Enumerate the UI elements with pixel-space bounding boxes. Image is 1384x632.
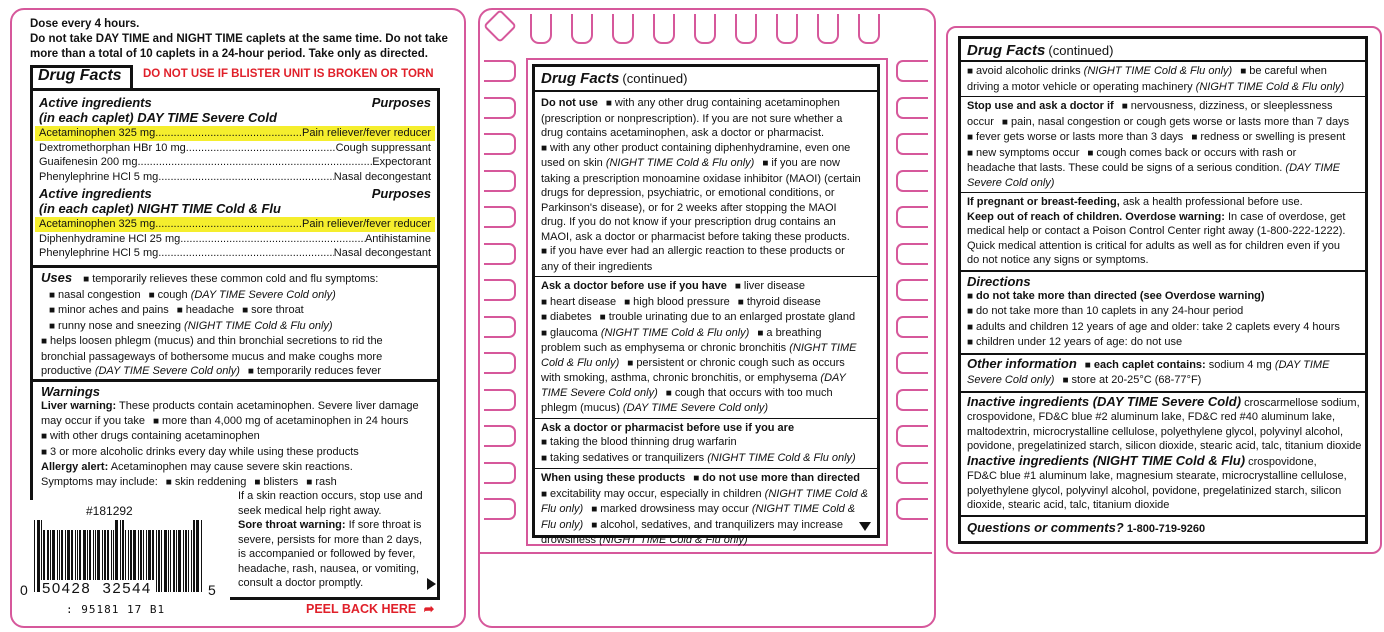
wu-l3a: Flu only) [541, 503, 584, 515]
symptoms-label: Symptoms may include: [41, 475, 158, 488]
ad-l2a: ■ heart disease [541, 296, 616, 308]
inactive-day-title: Inactive ingredients (DAY TIME Severe Cold) [967, 393, 1242, 409]
active-night-purposes: Purposes [371, 186, 431, 201]
top-l1c: ■ be careful when [1232, 65, 1327, 77]
warnings-r2: seek medical help right away. [238, 504, 382, 517]
wu-l5a: drowsiness [541, 534, 597, 546]
uses-line-5: ■ helps loosen phlegm (mucus) and thin bronchial secretions to rid the [41, 335, 383, 347]
leader-dots [155, 217, 302, 232]
barcode-code: #181292 [86, 504, 133, 518]
uses-line-1: ■ temporarily relieves these common cold and flu symptoms: [75, 273, 378, 285]
uses-runny-note: (NIGHT TIME Cold & Flu only) [184, 319, 333, 332]
drug-facts-header [30, 65, 440, 87]
su-l3b: ■ redness or swelling is present [1183, 131, 1345, 143]
blister-tab-left [484, 243, 516, 265]
blister-tab-right [896, 316, 928, 338]
blister-tab-left [484, 352, 516, 374]
keep-out-label: Keep out of reach of children. Overdose warning: [967, 210, 1225, 223]
continue-arrow-icon [427, 578, 436, 590]
active-day-subheading: (in each caplet) DAY TIME Severe Cold [39, 110, 277, 125]
leader-dots [155, 126, 302, 141]
inactive-night-l2: FD&C blue #1 aluminum lake, magnesium stearate, microcrystalline cellulose, [967, 470, 1347, 482]
ask-doctor-section [535, 276, 877, 418]
pregnant-label: If pregnant or breast-feeding, [967, 196, 1120, 208]
barcode-area [18, 500, 230, 622]
dir-l2: ■ do not take more than 10 caplets in any 24-hour period [967, 305, 1243, 317]
su-l1: ■ nervousness, dizziness, or sleeplessness [1114, 100, 1333, 112]
sore-throat-text: If sore throat is [348, 519, 422, 531]
pregnant-text: ask a health professional before use. [1122, 196, 1303, 208]
leader-dots [158, 170, 334, 185]
dnu-line-11: MAOI, ask a doctor or pharmacist before taking these products. [541, 230, 850, 243]
symptom-reddening: ■ skin reddening [158, 476, 247, 488]
ad-l5a: problem such as emphysema or chronic bronchitis [541, 342, 787, 354]
active_day-ingredient-row [35, 126, 435, 141]
active-day-heading: Active ingredients [39, 95, 152, 110]
alcohol-section [961, 60, 1365, 96]
when-using-section [535, 468, 877, 550]
blister-tab-top [776, 14, 798, 44]
warnings-line-2b: ■ more than 4,000 mg of acetaminophen in 24 hours [145, 415, 408, 427]
dose-line-2: Do not take DAY TIME and NIGHT TIME caplets at the same time. Do not take [30, 33, 448, 45]
drug-facts-title: Drug Facts [38, 67, 122, 84]
allergy-alert-text: Acetaminophen may cause severe skin reactions. [110, 461, 353, 473]
blister-tab-left [484, 279, 516, 301]
barcode-bar [170, 530, 171, 592]
blister-tab-left [484, 498, 516, 520]
su-l2a: occur [967, 115, 994, 128]
warnings-line-4: ■ 3 or more alcoholic drinks every day while using these products [41, 446, 359, 458]
su-l4a: ■ new symptoms occur [967, 147, 1079, 159]
top-l2b: (NIGHT TIME Cold & Flu only) [1195, 80, 1345, 93]
ingredient-purpose: Nasal decongestant [333, 170, 431, 183]
allergy-alert-label: Allergy alert: [41, 461, 109, 473]
blister-tab-top [817, 14, 839, 44]
warnings-r4: severe, persists for more than 2 days, [238, 533, 423, 546]
symptom-blisters: ■ blisters [246, 476, 298, 488]
ingredient-purpose: Pain reliever/fever reducer [301, 218, 431, 230]
symptom-rash: ■ rash [298, 476, 336, 488]
uses-cough-note: (DAY TIME Severe Cold only) [190, 288, 336, 301]
dnu-line-10: drug. If you do not know if your prescription drug contains an [541, 216, 836, 228]
inactive-day-l4: povidone, pregelatinized starch, silicon dioxide, stearic acid, talc, titanium dioxide [967, 440, 1362, 452]
dnu-line-4: used on skin [541, 157, 603, 169]
middle-title: Drug Facts [541, 70, 620, 87]
active-night-subheading: (in each caplet) NIGHT TIME Cold & Flu [39, 201, 281, 216]
barcode-bar [178, 530, 181, 592]
dnu-line-5: (NIGHT TIME Cold & Flu only) [605, 157, 755, 169]
blister-tab-right [896, 206, 928, 228]
blister-tab-top [858, 14, 880, 44]
uses-productive: productive [41, 365, 92, 377]
dnu-line-8: drugs for depression, psychiatric, or emotional conditions, or [541, 187, 835, 199]
ad-l4c: ■ a breathing [749, 327, 821, 339]
active-ingredients-section [30, 88, 440, 268]
active_day-ingredient-row [35, 170, 435, 185]
blister-tab-right [896, 462, 928, 484]
do-not-use-label: Do not use [541, 97, 598, 109]
ad-l7a: with smoking, asthma, chronic bronchitis, or emphysema [541, 372, 818, 384]
active-day-purposes: Purposes [371, 95, 431, 110]
blister-tab-top [735, 14, 757, 44]
ingredient-name: Dextromethorphan HBr 10 mg [39, 141, 186, 154]
ad-l9a: phlegm (mucus) [541, 402, 620, 414]
dose-line-3: more than a total of 10 caplets in a 24-hour period. Take only as directed. [30, 48, 428, 60]
other-info-section [961, 353, 1365, 391]
barcode-bottom-code: : 95181 17 B1 [66, 603, 166, 616]
ad-l6b: ■ persistent or chronic cough such as occurs [619, 357, 845, 369]
sore-throat-label: Sore throat warning: [238, 519, 346, 531]
ingredient-name: Acetaminophen 325 mg [39, 127, 156, 139]
active-night-heading: Active ingredients [39, 186, 152, 201]
pregnant-keepout-section [961, 192, 1365, 270]
barcode-bar [173, 530, 175, 592]
inactive-day-l2: crospovidone, FD&C blue #2 aluminum lake, FD&C red #40 aluminum lake, [967, 411, 1336, 423]
when-using-label: When using these products [541, 472, 686, 484]
ap-l2a: ■ taking sedatives or tranquilizers [541, 452, 704, 464]
uses-title: Uses [41, 270, 73, 285]
keep-out-l3: Quick medical attention is critical for adults as well as for children even if you [967, 239, 1340, 252]
barcode-bar [193, 520, 195, 592]
inactive-night-l3: polyethylene glycol, polyvinyl alcohol, povidone, pregelatinized starch, silicon [967, 484, 1342, 497]
uses-aches: ■ minor aches and pains [41, 304, 169, 316]
ask-pharmacist-section [535, 418, 877, 469]
barcode-bar [156, 530, 157, 592]
blister-tab-left [484, 133, 516, 155]
su-l2b: ■ pain, nasal congestion or cough gets worse or lasts more than 7 days [994, 116, 1349, 128]
dnu-line-12: ■ if you have ever had an allergic reaction to these products or [541, 245, 845, 257]
blister-warning: DO NOT USE IF BLISTER UNIT IS BROKEN OR TORN [143, 68, 434, 80]
blister-tab-top [612, 14, 634, 44]
warnings-r5: is accompanied or followed by fever, [238, 548, 416, 560]
keep-out-l4: do not notice any signs or symptoms. [967, 254, 1149, 266]
active_night-ingredient-row [35, 232, 435, 247]
blister-tab-right [896, 279, 928, 301]
uses-cough: ■ cough [141, 289, 188, 301]
uses-reduces-fever: ■ temporarily reduces fever [240, 365, 381, 377]
uses-sore-throat: ■ sore throat [234, 304, 304, 316]
dir-l3: ■ adults and children 12 years of age and older: take 2 caplets every 4 hours [967, 321, 1340, 333]
inactive-night-l4: dioxide, stearic acid, talc, titanium dioxide [967, 499, 1170, 511]
blister-tab-right [896, 498, 928, 520]
other-info-title: Other information [967, 355, 1077, 371]
blister-tab-top [653, 14, 675, 44]
directions-section [961, 270, 1365, 353]
active_day-ingredient-row [35, 155, 435, 170]
blister-tab-left [484, 206, 516, 228]
blister-tab-left [484, 60, 516, 82]
uses-runny-nose: ■ runny nose and sneezing [41, 320, 181, 332]
drug-facts-box-right [958, 36, 1368, 544]
ad-l7b: (DAY [820, 372, 846, 384]
right-title: Drug Facts [967, 42, 1046, 59]
ad-l1: ■ liver disease [727, 280, 805, 292]
dnu-line-9: Parkinson's disease), or for 2 weeks after stopping the MAOI [541, 201, 837, 214]
ingredient-name: Acetaminophen 325 mg [39, 218, 156, 230]
dir-l4: ■ children under 12 years of age: do not use [967, 336, 1182, 348]
liver-warning-label: Liver warning: [41, 400, 117, 412]
peel-back-label[interactable] [306, 601, 434, 616]
ingredient-purpose: Cough suppressant [335, 141, 431, 154]
directions-title: Directions [967, 273, 1031, 289]
blister-tab-left [484, 462, 516, 484]
barcode-bar [188, 530, 189, 592]
ad-l2c: ■ thyroid disease [730, 296, 821, 308]
do-not-use-section [535, 90, 877, 276]
wu-l5b: (NIGHT TIME Cold & Flu only) [599, 534, 748, 546]
blister-tab-right [896, 97, 928, 119]
barcode-bar [34, 520, 35, 592]
su-l3a: ■ fever gets worse or lasts more than 3 days [967, 131, 1183, 143]
ingredient-purpose: Nasal decongestant [333, 247, 431, 259]
blister-tab-right [896, 170, 928, 192]
ap-l2b: (NIGHT TIME Cold & Flu only) [707, 451, 856, 464]
blister-tab-left [484, 316, 516, 338]
wu-l2b: (NIGHT TIME Cold & [764, 487, 868, 500]
wu-l3b: ■ marked drowsiness may occur [583, 503, 749, 515]
inactive-section [961, 391, 1365, 515]
blister-tab-right [896, 352, 928, 374]
barcode-right-digit: 5 [208, 582, 216, 598]
blister-tab-top [530, 14, 552, 44]
warnings-r6: headache, rash, nausea, or vomiting, [238, 562, 420, 575]
blister-tab-right [896, 60, 928, 82]
dnu-line-3: ■ with any other product containing diphenhydramine, even one [541, 142, 850, 154]
ingredient-name: Diphenhydramine HCl 25 mg [39, 232, 181, 245]
warnings-r1: If a skin reaction occurs, stop use and [238, 490, 423, 502]
leader-dots [180, 232, 365, 247]
stop-use-label: Stop use and ask a doctor if [967, 100, 1114, 112]
blister-tab-top [571, 14, 593, 44]
active_day-ingredient-row [35, 141, 435, 156]
peel-arrow-icon: ➦ [423, 602, 435, 616]
barcode-bar [183, 530, 184, 592]
blister-tab-top [694, 14, 716, 44]
keep-out-l2: medical help or contact a Poison Control Center right away (1-800-222-1222). [967, 225, 1346, 237]
drug-facts-box-middle [532, 64, 880, 546]
uses-productive-note: (DAY TIME Severe Cold only) [94, 365, 240, 377]
top-l1a: ■ avoid alcoholic drinks [967, 65, 1081, 77]
uses-section [30, 268, 440, 382]
warnings-line-2a: may occur if you take [41, 414, 145, 427]
ingredient-purpose: Pain reliever/fever reducer [301, 127, 431, 139]
oi-l2a: Severe Cold only) [967, 374, 1055, 386]
ad-l4b: (NIGHT TIME Cold & Flu only) [600, 326, 750, 339]
blister-tab-left [484, 389, 516, 411]
dose-line-1: Dose every 4 hours. [30, 18, 140, 30]
barcode-bar [168, 530, 169, 592]
barcode-bar [161, 530, 162, 592]
ad-l4a: ■ glaucoma [541, 327, 598, 339]
questions-section [961, 515, 1365, 537]
ad-l3b: ■ trouble urinating due to an enlarged prostate gland [592, 311, 856, 323]
dnu-line-7: taking a prescription monoamine oxidase inhibitor (MAOI) (certain [541, 172, 861, 185]
leader-dots [186, 141, 336, 156]
wu-l4b: ■ alcohol, sedatives, and tranquilizers may increase [583, 519, 843, 531]
keep-out-text: In case of overdose, get [1228, 210, 1346, 223]
ad-l8b: ■ cough that occurs with too much [658, 387, 833, 399]
oi-l1c: (DAY TIME [1274, 358, 1330, 371]
blister-tab-right [896, 389, 928, 411]
ap-l1: ■ taking the blood thinning drug warfarin [541, 436, 737, 448]
su-l4b: ■ cough comes back or occurs with rash or [1079, 147, 1296, 159]
dose-instructions [30, 17, 448, 62]
ad-l8a: TIME Severe Cold only) [541, 386, 658, 399]
ad-l5b: (NIGHT TIME [789, 342, 857, 354]
oi-l1a: ■ each caplet contains: [1077, 359, 1206, 371]
blister-tab-right [896, 243, 928, 265]
active_night-ingredient-row [35, 217, 435, 232]
warnings-r7: consult a doctor promptly. [238, 577, 364, 589]
ask-doctor-label: Ask a doctor before use if you have [541, 280, 727, 292]
questions-phone[interactable]: 1-800-719-9260 [1126, 522, 1206, 535]
ingredient-name: Guaifenesin 200 mg [39, 156, 138, 168]
ingredient-purpose: Antihistamine [364, 232, 431, 245]
barcode-bar [185, 530, 187, 592]
su-l5b: (DAY TIME [1285, 162, 1341, 174]
dnu-line-2: drug contains acetaminophen, ask a doctor or pharmacist. [541, 127, 825, 139]
blister-tab-left [484, 97, 516, 119]
top-l2a: driving a motor vehicle or operating machinery [967, 80, 1193, 93]
dir-l1: ■ do not take more than directed (see Overdose warning) [967, 290, 1265, 302]
barcode-digits: 50428 32544 [42, 580, 152, 597]
barcode-bar [164, 530, 167, 592]
ad-l3a: ■ diabetes [541, 311, 592, 323]
barcode-bar [196, 520, 199, 592]
inactive-day-l3: maltodextrin, microcrystalline cellulose, polyethylene glycol, polyvinyl alcohol, [967, 425, 1344, 438]
blister-tab-left [484, 170, 516, 192]
wu-l4a: Flu only) [541, 518, 584, 531]
inactive-night-t1: crospovidone, [1248, 455, 1317, 468]
uses-nasal: ■ nasal congestion [41, 289, 141, 301]
blister-tab-right [896, 133, 928, 155]
barcode-bar [191, 530, 192, 592]
blister-divider [480, 552, 932, 554]
wu-l3c: (NIGHT TIME Cold & [751, 503, 856, 515]
stop-use-section [961, 96, 1365, 192]
ask-pharm-label: Ask a doctor or pharmacist before use if you are [541, 421, 795, 434]
blister-tab-left [484, 425, 516, 447]
dnu-line-1: (prescription or nonprescription). If you are not sure whether a [541, 112, 843, 125]
ad-l6a: Cold & Flu only) [541, 356, 620, 369]
inactive-day-t1: croscarmellose sodium, [1244, 396, 1360, 409]
liver-warning-text: These products contain acetaminophen. Severe liver damage [119, 400, 419, 412]
barcode-bar [201, 520, 202, 592]
leader-dots [137, 155, 372, 170]
barcode-bar [158, 530, 160, 592]
warnings-line-3: ■ with other drugs containing acetaminophen [41, 430, 260, 442]
dnu-line-13: any of their ingredients [541, 260, 653, 273]
barcode-left-digit: 0 [20, 582, 28, 598]
ad-l9b: (DAY TIME Severe Cold only) [622, 402, 769, 414]
right-title-cont: (continued) [1048, 43, 1114, 58]
oi-l1b: sodium 4 mg [1208, 358, 1272, 371]
wu-l1: ■ do not use more than directed [685, 472, 860, 484]
peel-back-text: PEEL BACK HERE [306, 602, 417, 616]
top-l1b: (NIGHT TIME Cold & Flu only) [1083, 65, 1233, 77]
leader-dots [158, 246, 334, 261]
ingredient-name: Phenylephrine HCl 5 mg [39, 170, 159, 183]
dnu-line-0: ■ with any other drug containing acetaminophen [598, 97, 840, 109]
warnings-title: Warnings [41, 384, 100, 399]
inactive-night-title: Inactive ingredients (NIGHT TIME Cold & Flu) [967, 452, 1246, 468]
warnings-right-column [238, 489, 423, 591]
ingredient-name: Phenylephrine HCl 5 mg [39, 247, 159, 259]
middle-title-cont: (continued) [622, 71, 688, 86]
uses-headache: ■ headache [169, 304, 234, 316]
questions-label: Questions or comments? [967, 519, 1124, 535]
continue-down-arrow-icon [859, 522, 871, 531]
oi-l2b: ■ store at 20-25°C (68-77°F) [1054, 374, 1201, 386]
barcode-bar [176, 530, 177, 592]
uses-line-6: bronchial passageways of bothersome mucus and make coughs more [41, 350, 383, 363]
ingredient-purpose: Expectorant [372, 156, 431, 168]
su-l6: Severe Cold only) [967, 176, 1055, 189]
dnu-line-6: ■ if you are now [754, 157, 840, 169]
blister-tab-right [896, 425, 928, 447]
wu-l2a: ■ excitability may occur, especially in children [541, 488, 762, 500]
su-l5a: headache that lasts. These could be signs of a serious condition. [967, 162, 1283, 174]
active_night-ingredient-row [35, 246, 435, 261]
ad-l2b: ■ high blood pressure [616, 296, 730, 308]
